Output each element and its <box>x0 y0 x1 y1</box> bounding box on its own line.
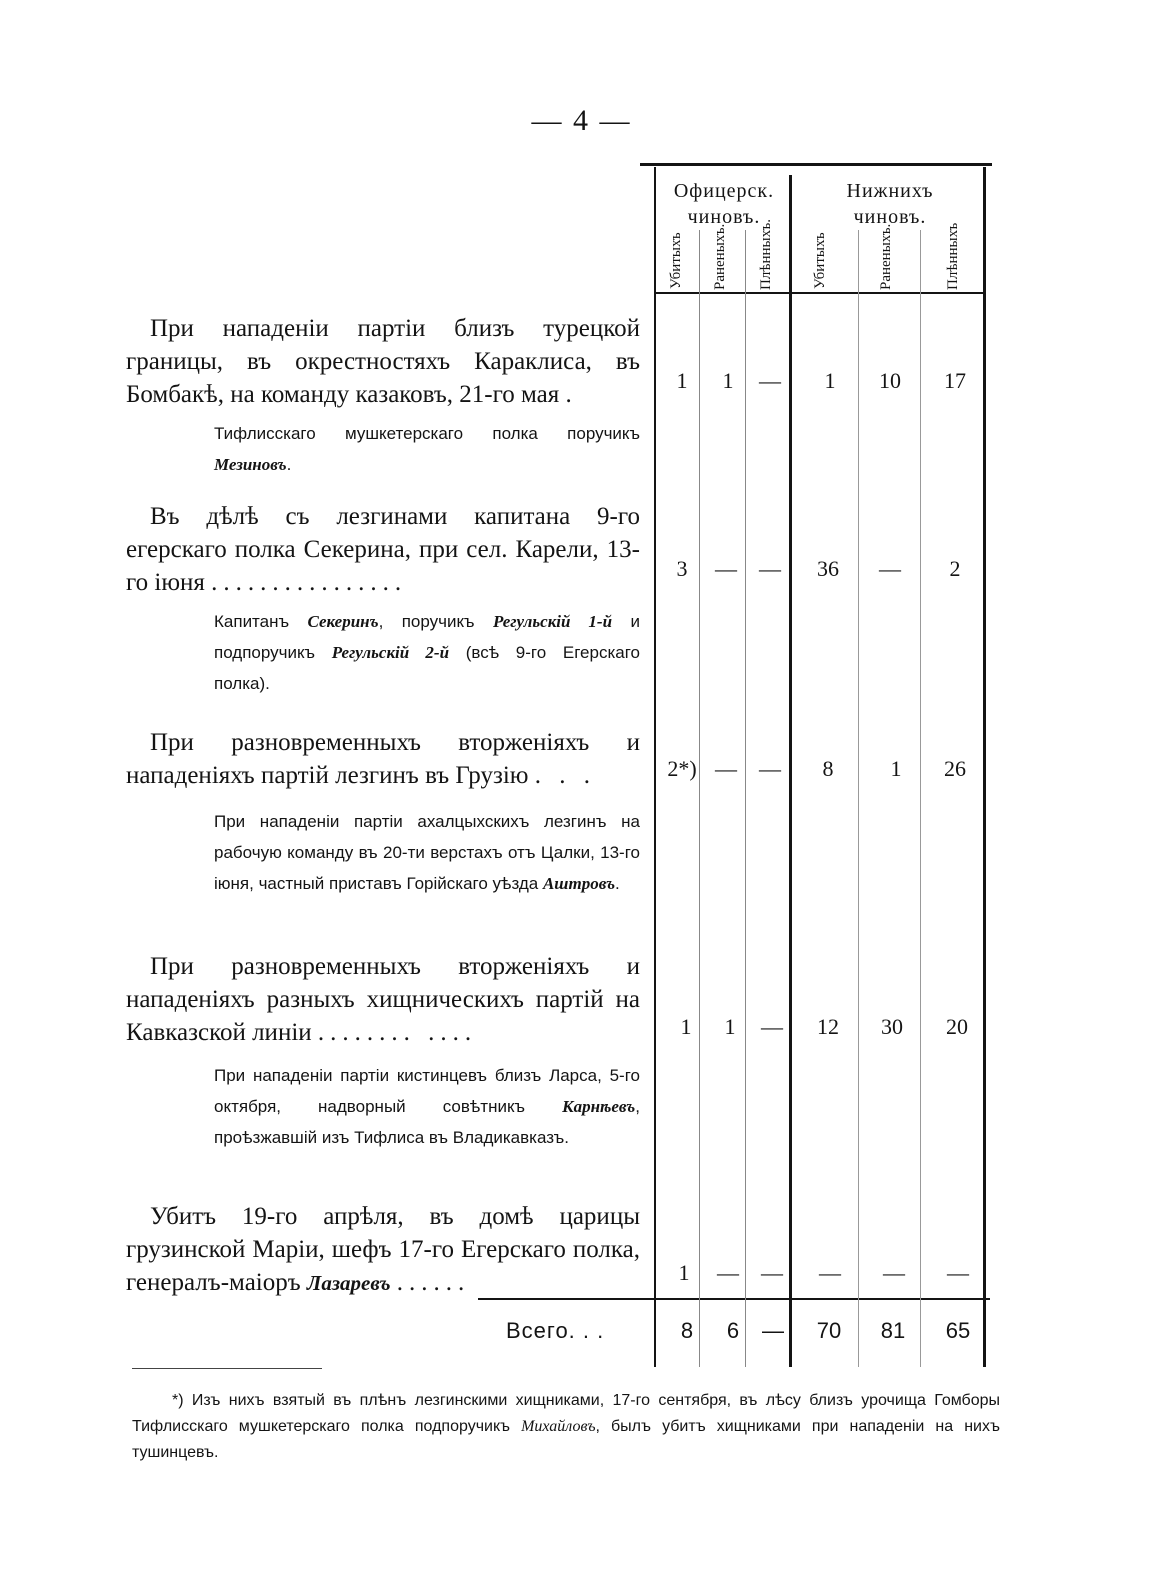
header-lower-ranks: Нижнихъ чиновъ. <box>846 180 934 228</box>
total-val-3: — <box>762 1318 784 1343</box>
entry-2-val-2: — <box>715 556 737 581</box>
entry-2-note-name-1: Секеринъ <box>307 612 379 631</box>
entry-4-note <box>214 1060 640 1153</box>
entry-4-val-1: 1 <box>680 1014 692 1039</box>
total-val-5: 81 <box>880 1318 906 1343</box>
entry-3-leader-dots: . . . <box>534 762 596 789</box>
entry-1-text <box>126 312 640 411</box>
entry-3-val-6: 26 <box>944 756 966 781</box>
entry-5-description: Убитъ 19-го апрѣля, въ домѣ царицы грузинской Маріи, шефъ 17-го Егерскаго полка, генералъ-маіоръ <box>126 1203 640 1296</box>
entry-2-note-c: и подпоручикъ <box>214 612 640 662</box>
entry-1-note-name: Мезиновъ <box>214 455 287 474</box>
entry-2-val-1: 3 <box>676 556 688 581</box>
entry-3-val-5: 1 <box>890 756 902 781</box>
footnote-separator <box>132 1368 322 1369</box>
header-rule <box>655 292 985 294</box>
entry-1-note <box>214 418 640 480</box>
entry-4-val-3: — <box>761 1014 783 1039</box>
entry-5-val-4: — <box>819 1260 841 1285</box>
entry-3-val-3: — <box>759 756 781 781</box>
col-divider-5 <box>920 230 921 1367</box>
entry-4-note-end: , проѣзжавшій изъ Тифлиса въ Владикавказъ. <box>214 1097 640 1147</box>
entry-4-note-text: При нападеніи партіи кистинцевъ близъ Ларса, 5-го октября, надворный совѣтникъ <box>214 1066 640 1116</box>
entry-4-text <box>126 950 640 1049</box>
footnote <box>132 1388 1000 1466</box>
entry-1-val-5: 10 <box>879 368 901 393</box>
entry-3-val-2: — <box>715 756 737 781</box>
table-left-rule <box>654 167 656 1367</box>
col-officers-captured: Плѣнныхъ. <box>758 218 774 290</box>
col-lower-killed: Убитыхъ <box>812 232 828 290</box>
entry-1-note-end: . <box>286 455 292 474</box>
entry-3-val-1: 2*) <box>667 756 697 781</box>
entry-2-note <box>214 606 640 699</box>
entry-4-leader-dots: ........ .... <box>317 1019 478 1046</box>
col-divider-1 <box>699 230 700 1367</box>
entry-5-leader-dots: ...... <box>396 1269 471 1296</box>
entry-5-val-1: 1 <box>678 1260 690 1285</box>
footnote-name: Михайловъ <box>521 1418 596 1435</box>
entry-5-val-6: — <box>947 1260 969 1285</box>
entry-3-description: При разновременныхъ вторженіяхъ и нападеніяхъ партій лезгинъ въ Грузію <box>126 729 640 789</box>
total-val-4: 70 <box>816 1318 842 1343</box>
entry-1-note-text: Тифлисскаго мушкетерскаго полка поручикъ <box>214 424 640 443</box>
entry-2-note-b: , поручикъ <box>378 612 493 631</box>
col-lower-wounded: Раненыхъ. <box>878 223 894 290</box>
total-val-1: 8 <box>680 1318 694 1343</box>
footnote-text-b: , былъ убитъ хищниками при нападеніи на нихъ тушинцевъ. <box>132 1418 1000 1461</box>
entry-1-val-6: 17 <box>944 368 966 393</box>
col-divider-2 <box>745 230 746 1367</box>
entry-3-note-text: При нападеніи партіи ахалцыхскихъ лезгинъ на рабочую команду въ 20-ти верстахъ отъ Цалки, 13-го іюня, частный приставъ Горійскаго уѣзда <box>214 812 640 893</box>
entry-5-val-5: — <box>883 1260 905 1285</box>
entry-5-val-2: — <box>717 1260 739 1285</box>
entry-3-note <box>214 806 640 899</box>
entry-5-val-3: — <box>761 1260 783 1285</box>
entry-2-leader-dots: ................ <box>211 569 408 596</box>
entry-1-val-3: — <box>759 368 781 393</box>
entry-5-name: Лазаревъ <box>306 1271 391 1295</box>
entry-2-note-name-3: Регульскій 2-й <box>331 643 450 662</box>
total-label: Всего. . . <box>506 1318 605 1343</box>
col-officers-wounded: Раненыхъ. <box>712 223 728 290</box>
entry-1-description: При нападеніи партіи близъ турецкой границы, въ окрестностяхъ Караклиса, въ Бомбакѣ, на команду казаковъ, 21-го мая <box>126 315 640 408</box>
entry-5-text <box>126 1200 640 1300</box>
table-right-rule <box>983 167 986 1367</box>
entry-4-val-4: 12 <box>817 1014 839 1039</box>
col-officers-killed: Убитыхъ <box>668 232 684 290</box>
footnote-text-a: Изъ нихъ взятый въ плѣнъ лезгинскими хищниками, 17-го сентября, въ лѣсу близъ урочища Гомборы Тифлисскаго мушкетерскаго полка подпоручикъ <box>132 1392 1000 1435</box>
entry-4-description: При разновременныхъ вторженіяхъ и нападеніяхъ разныхъ хищническихъ партій на Кавказской линіи <box>126 953 640 1046</box>
header-officers: Офицерск. чиновъ. <box>673 180 775 228</box>
entry-1-val-1: 1 <box>676 368 688 393</box>
entry-2-text <box>126 500 640 599</box>
entry-2-val-5: — <box>879 556 901 581</box>
entry-2-note-a: Капитанъ <box>214 612 308 631</box>
entry-4-val-6: 20 <box>946 1014 968 1039</box>
table-top-rule <box>640 163 992 166</box>
entry-2-val-4: 36 <box>817 556 839 581</box>
entry-3-note-end: . <box>615 874 620 893</box>
entry-3-val-4: 8 <box>822 756 834 781</box>
total-val-6: 65 <box>945 1318 971 1343</box>
total-val-2: 6 <box>726 1318 740 1343</box>
entry-4-val-2: 1 <box>724 1014 736 1039</box>
entry-2-description: Въ дѣлѣ съ лезгинами капитана 9-го егерскаго полка Секерина, при сел. Карели, 13-го іюня <box>126 503 640 596</box>
footnote-mark: *) <box>172 1392 184 1409</box>
col-divider-4 <box>858 230 859 1367</box>
col-lower-captured: Плѣнныхъ <box>945 222 961 290</box>
entry-1-leader-dots: . <box>565 381 578 408</box>
entry-2-note-name-2: Регульскій 1-й <box>492 612 613 631</box>
entry-4-val-5: 30 <box>881 1014 903 1039</box>
entry-2-val-6: 2 <box>949 556 961 581</box>
entry-2-note-d: (всѣ 9-го Егерскаго полка). <box>214 643 640 693</box>
entry-4-note-name: Карнѣевъ <box>562 1097 636 1116</box>
entry-3-text <box>126 726 640 792</box>
entry-1-val-2: 1 <box>722 368 734 393</box>
entry-2-val-3: — <box>759 556 781 581</box>
page-number: — 4 — <box>531 104 632 137</box>
entry-3-note-name: Аштровъ <box>542 874 616 893</box>
entry-1-val-4: 1 <box>824 368 836 393</box>
